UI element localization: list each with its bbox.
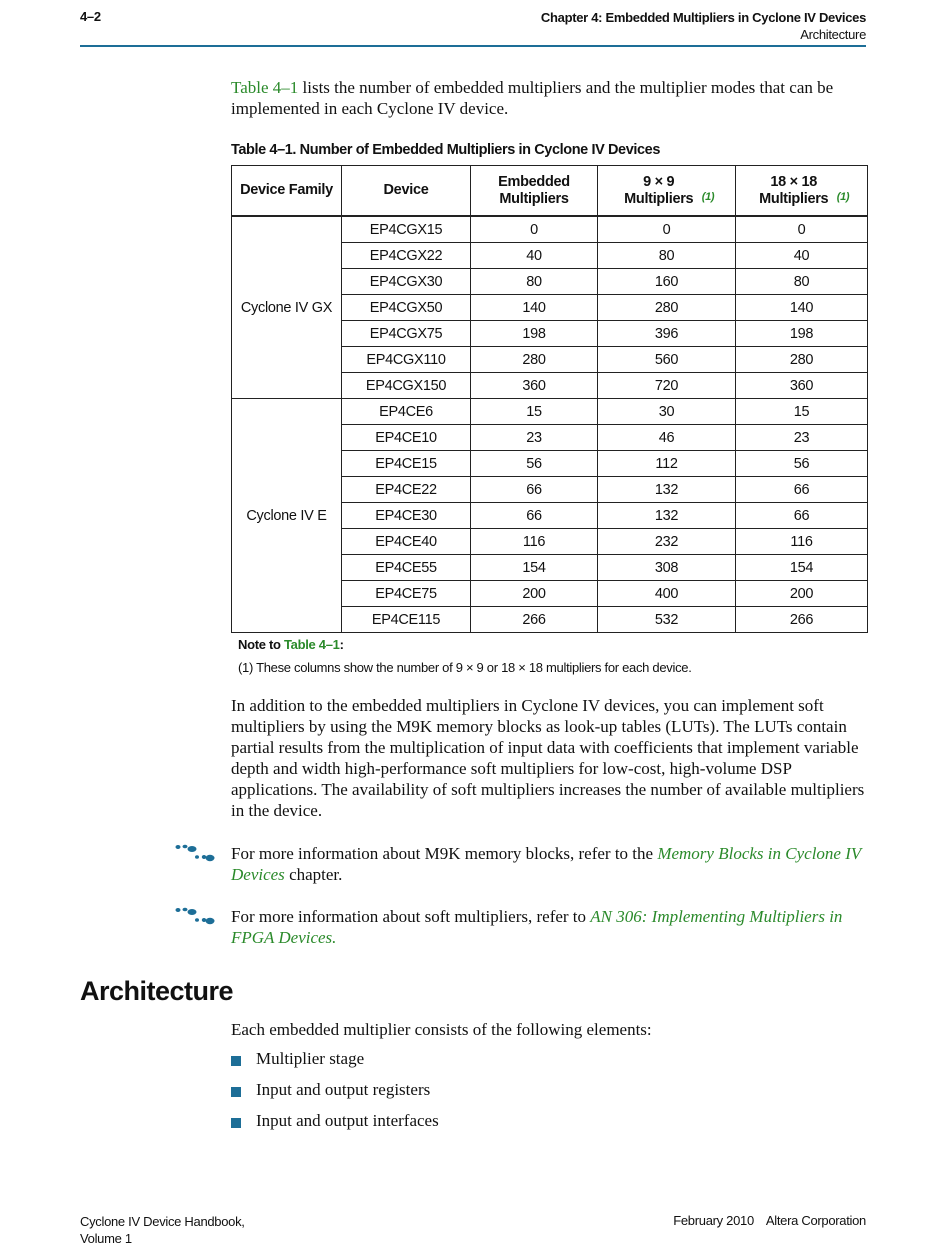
list-item — [231, 1080, 439, 1111]
footer-volume: Volume 1 — [80, 1231, 132, 1246]
cell-device: EP4CGX22 — [342, 243, 471, 269]
cell-m9x9: 160 — [598, 269, 736, 295]
cell-device: EP4CE115 — [342, 607, 471, 633]
device-family-cell: Cyclone IV E — [232, 399, 342, 633]
cell-m9x9: 400 — [598, 581, 736, 607]
cell-m18x18: 116 — [736, 529, 868, 555]
cell-embedded: 56 — [471, 451, 598, 477]
cell-m9x9: 132 — [598, 477, 736, 503]
cell-embedded: 280 — [471, 347, 598, 373]
cell-device: EP4CE30 — [342, 503, 471, 529]
list-item-text: Input and output interfaces — [256, 1111, 439, 1130]
table-header-row — [232, 166, 868, 217]
cell-m18x18: 23 — [736, 425, 868, 451]
cell-device: EP4CE15 — [342, 451, 471, 477]
an306-link[interactable]: AN 306: Implementing Multipliers in FPGA Devices. — [231, 907, 843, 947]
cell-m9x9: 396 — [598, 321, 736, 347]
intro-paragraph — [231, 77, 867, 119]
tip-soft-multipliers — [231, 906, 867, 948]
cell-m9x9: 532 — [598, 607, 736, 633]
cell-device: EP4CE40 — [342, 529, 471, 555]
cell-embedded: 198 — [471, 321, 598, 347]
footer-company: Altera Corporation — [765, 1213, 866, 1228]
bullet-square-icon — [231, 1118, 241, 1128]
tip-1-text-before: For more information about M9K memory blocks, refer to the — [231, 844, 658, 863]
cell-device: EP4CGX150 — [342, 373, 471, 399]
footprint-icon — [175, 907, 217, 925]
cell-device: EP4CE75 — [342, 581, 471, 607]
multiplier-table — [231, 165, 868, 633]
cell-m9x9: 112 — [598, 451, 736, 477]
cell-m18x18: 40 — [736, 243, 868, 269]
cell-m18x18: 80 — [736, 269, 868, 295]
note-prefix: Note to — [238, 637, 284, 652]
cell-device: EP4CE55 — [342, 555, 471, 581]
cell-embedded: 0 — [471, 216, 598, 243]
cell-device: EP4CE10 — [342, 425, 471, 451]
table-caption: Table 4–1. Number of Embedded Multipliers in Cyclone IV Devices — [231, 142, 660, 158]
cell-m18x18: 140 — [736, 295, 868, 321]
cell-m18x18: 154 — [736, 555, 868, 581]
footnote-mark[interactable]: (1) — [701, 190, 715, 203]
architecture-element-list — [231, 1049, 439, 1142]
cell-m18x18: 56 — [736, 451, 868, 477]
col-header-family: Device Family — [232, 166, 342, 217]
note-suffix: : — [339, 637, 344, 652]
footprint-icon — [175, 844, 217, 862]
footer-date: February 2010 — [673, 1213, 754, 1228]
cell-device: EP4CGX75 — [342, 321, 471, 347]
cell-embedded: 116 — [471, 529, 598, 555]
col-header-18x18 — [736, 166, 868, 217]
tip-2-text-before: For more information about soft multipliers, refer to — [231, 907, 591, 926]
cell-m18x18: 200 — [736, 581, 868, 607]
table-note-heading — [238, 637, 344, 652]
section-heading: Architecture — [80, 976, 234, 1006]
note-table-ref-link[interactable]: Table 4–1 — [283, 637, 340, 652]
cell-embedded: 140 — [471, 295, 598, 321]
footnote-mark[interactable]: (1) — [836, 190, 850, 203]
col-header-9x9-label: 9 × 9 Multipliers — [624, 173, 694, 207]
cell-m9x9: 30 — [598, 399, 736, 425]
chapter-title: Chapter 4: Embedded Multipliers in Cyclone IV Devices — [540, 10, 866, 25]
cell-m18x18: 266 — [736, 607, 868, 633]
table-body — [232, 216, 868, 633]
page-number: 4–2 — [80, 9, 101, 24]
cell-m18x18: 0 — [736, 216, 868, 243]
cell-device: EP4CE6 — [342, 399, 471, 425]
col-header-9x9 — [598, 166, 736, 217]
cell-m18x18: 280 — [736, 347, 868, 373]
memory-blocks-link[interactable]: Memory Blocks in Cyclone IV Devices — [231, 844, 861, 884]
footer-handbook-title: Cyclone IV Device Handbook, — [80, 1214, 245, 1229]
header-rule — [80, 45, 866, 47]
cell-m9x9: 308 — [598, 555, 736, 581]
table-row — [232, 216, 868, 243]
bullet-square-icon — [231, 1087, 241, 1097]
architecture-intro: Each embedded multiplier consists of the following elements: — [231, 1020, 652, 1039]
cell-embedded: 40 — [471, 243, 598, 269]
cell-embedded: 66 — [471, 503, 598, 529]
tip-memory-blocks — [231, 843, 867, 885]
table-ref-link[interactable]: Table 4–1 — [231, 78, 299, 97]
tip-1-text-after: chapter. — [284, 865, 343, 884]
section-name: Architecture — [800, 27, 866, 42]
cell-m18x18: 198 — [736, 321, 868, 347]
col-header-embedded: Embedded Multipliers — [471, 166, 598, 217]
cell-embedded: 154 — [471, 555, 598, 581]
cell-m9x9: 232 — [598, 529, 736, 555]
cell-m9x9: 132 — [598, 503, 736, 529]
cell-device: EP4CE22 — [342, 477, 471, 503]
table-row — [232, 399, 868, 425]
cell-embedded: 80 — [471, 269, 598, 295]
footer-handbook — [80, 1213, 245, 1247]
cell-device: EP4CGX15 — [342, 216, 471, 243]
list-item-text: Multiplier stage — [256, 1049, 365, 1068]
table-footnote-1: (1) These columns show the number of 9 × 9 or 18 × 18 multipliers for each device. — [238, 660, 692, 675]
running-header — [541, 9, 866, 43]
cell-device: EP4CGX50 — [342, 295, 471, 321]
cell-m18x18: 360 — [736, 373, 868, 399]
soft-multiplier-paragraph: In addition to the embedded multipliers in Cyclone IV devices, you can implement soft multipliers by using the M9K memory blocks as look-up tables (LUTs). The LUTs contain partial results from the multiplication of input data with coefficients that implement variable depth and width high-performance soft multipliers for low-cost, high-volume DSP applications. The availability of soft multipliers increases the number of available multipliers in the device. — [231, 696, 865, 820]
cell-m18x18: 15 — [736, 399, 868, 425]
list-item — [231, 1049, 439, 1080]
list-item-text: Input and output registers — [256, 1080, 431, 1099]
cell-m9x9: 46 — [598, 425, 736, 451]
col-header-18x18-label: 18 × 18 Multipliers — [759, 173, 829, 207]
cell-m9x9: 560 — [598, 347, 736, 373]
cell-device: EP4CGX30 — [342, 269, 471, 295]
bullet-square-icon — [231, 1056, 241, 1066]
list-item — [231, 1111, 439, 1142]
cell-embedded: 360 — [471, 373, 598, 399]
cell-m18x18: 66 — [736, 477, 868, 503]
device-family-cell: Cyclone IV GX — [232, 216, 342, 399]
col-header-device: Device — [342, 166, 471, 217]
cell-embedded: 15 — [471, 399, 598, 425]
cell-embedded: 200 — [471, 581, 598, 607]
footer-date-company — [673, 1213, 866, 1228]
intro-text: lists the number of embedded multipliers and the multiplier modes that can be implemented in each Cyclone IV device. — [231, 78, 834, 118]
cell-m9x9: 280 — [598, 295, 736, 321]
cell-embedded: 23 — [471, 425, 598, 451]
cell-m18x18: 66 — [736, 503, 868, 529]
cell-embedded: 266 — [471, 607, 598, 633]
cell-embedded: 66 — [471, 477, 598, 503]
cell-m9x9: 0 — [598, 216, 736, 243]
cell-m9x9: 720 — [598, 373, 736, 399]
cell-device: EP4CGX110 — [342, 347, 471, 373]
cell-m9x9: 80 — [598, 243, 736, 269]
